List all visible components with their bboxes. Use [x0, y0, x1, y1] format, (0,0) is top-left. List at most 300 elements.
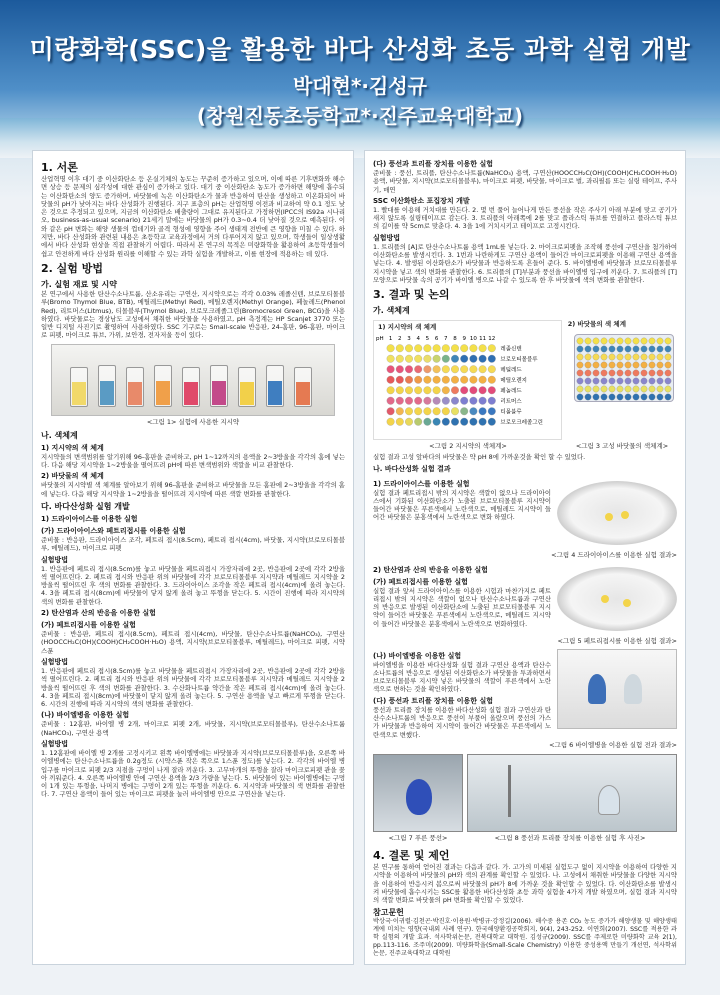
seawater-color-text: 바닷물의 지시약별 색 체계를 알아보기 위해 96-홈판을 준비하고 바닷물을 모든 홈판에 2~3방울을 각각의 홈에 넣는다. 다음 해당 지시약을 1~2방울을 떨어뜨려 지시약에 따른 색깔 변화를 관찰한다. [41, 481, 345, 498]
vial [624, 674, 642, 704]
color-cell [479, 418, 487, 426]
carbonate-heading: 2) 탄산염과 산의 반응을 이용한 실험 [41, 609, 156, 618]
color-cell [470, 355, 478, 363]
fig6-caption: <그림 6 바이엘병을 이용한 실험 전과 결과> [549, 740, 677, 749]
plate-well [577, 362, 583, 368]
balloon-heading: (다) 풍선과 트리플 장치를 이용한 실험 [373, 160, 494, 168]
plate-well [601, 386, 607, 392]
fig4-caption: <그림 4 드라이아이스를 이용한 실험 결과> [551, 550, 677, 559]
color-cell [414, 366, 422, 374]
color-cell [460, 355, 468, 363]
bottle [238, 367, 256, 407]
triple-device-photo [467, 754, 677, 832]
color-cell [387, 408, 395, 416]
blue-balloon-photo [373, 754, 463, 832]
drop [621, 511, 629, 519]
plate-well [593, 362, 599, 368]
vial-photo [557, 649, 677, 729]
plate-well [665, 370, 671, 376]
plate-well [641, 362, 647, 368]
color-cell [470, 397, 478, 405]
color-cell [442, 387, 450, 395]
results-text: 실험 결과 고성 앞바다의 바닷물은 약 pH 8에 가까운것을 확인 할 수 있었다. [373, 453, 586, 462]
plate-well [665, 338, 671, 344]
plate-well [585, 386, 591, 392]
poster-title: 미량화학(SSC)을 활용한 바다 산성화 초등 과학 실험 개발 [29, 35, 691, 64]
bottle [70, 367, 88, 407]
plate-well [609, 378, 615, 384]
color-cell [451, 355, 459, 363]
plate-well [601, 354, 607, 360]
column-header: 10 [469, 336, 477, 343]
column-header: 5 [425, 336, 430, 343]
acidification-heading: 다. 바다산성화 실험 개발 [41, 501, 130, 511]
plate-well [657, 354, 663, 360]
plate-well [633, 394, 639, 400]
well-plate-svg [575, 335, 675, 403]
intro-text: 산업혁명 이후 대기 중 이산화탄소 등 온실기체의 농도는 꾸준히 증가하고 있으며, 이에 따른 기후변화와 해수면 상승 등 문제의 심각성에 대한 관심이 증가하고 있다. 대기 중 이산화탄소 농도가 증가하면 해양에 흡수되는 이산화탄소의 양도 증가하며, 바닷물에 녹은 이산화탄소가 물과 반응하여 탄산을 생성하고 이온화되어 바닷물의 pH가 낮아지는 바다 산성화가 진행된다. 지구 표층의 pH는 산업혁명 이전과 비교하여 약 0.1 정도 낮은 것으로 추정되고 있으며, 지금의 이산화탄소 배출량이 그대로 유지된다고 가정하면(IPCC의 IS92a 시나리오, business-as-usual scenario) 21세기 말에는 바닷물의 pH가 0.3~0.4 더 낮아질 것으로 예측된다. 이와 같은 pH 변화는 해양 생물의 껍데기와 골격 형성에 영향을 주어 생태계 전반에 큰 영향을 미칠 수 있다. 하지만, 바다 산성화와 관련된 내용은 초등학교 교육과정에서 거의 다루어지지 않고 있으며, 학생들이 일상생활에서 바다 산성화 현상을 직접 관찰하기 어렵다. 따라서 본 연구의 목적은 미량화학을 활용하여 초등학생들이 쉽고 안전하게 바다 산성화 원리를 이해할 수 있는 과학 실험을 개발하고, 이를 현장에 적용하는 데 있다. [41, 175, 345, 258]
color-cell [460, 387, 468, 395]
plate-well [657, 346, 663, 352]
color-cell [405, 345, 413, 353]
color-system-heading: 나. 색체계 [41, 430, 78, 440]
plate-well [633, 378, 639, 384]
color-cell [488, 418, 496, 426]
well-plate [574, 334, 674, 402]
color-cell [387, 376, 395, 384]
dry-ice-procedure-heading: 실험방법 [41, 555, 69, 564]
plate-well [657, 370, 663, 376]
conclusion-heading: 4. 결론 및 제언 [373, 848, 450, 862]
carbonate-procedure: 1. 반응판에 페트리 접시(8.5cm)를 놓고 바닷물을 페트리접시 가장자리에 2곳, 반응판에 2곳에 각각 2방울씩 떨어뜨린다. 2. 페트리 접시와 반응판 위의 바닷물에 각각 브로모티몰블루 지시약과 메틸레드 지시약을 2방울씩 떨어뜨린 후 색의 변화를 관찰한다. 3. 수산화나트륨 약간을 작은 페트리 접시(4cm)에 올려 놓는다. 4. 3을 페트리 접시(8cm)에 바닷물이 닿지 않게 올려 놓는다. 5. 구연산 용액을 넣고 빠르게 뚜껑을 닫는다. 6. 시간의 진행에 따라 지시약의 색의 변화를 관찰한다. [41, 666, 345, 709]
indicator-color-text: 지시약들의 변색범위를 알기위해 96-홈판을 준비하고, pH 1~12까지의 용액을 2~3방울을 각각의 홈에 넣는다. 다음 해당 지시약을 1~2방울을 떨어뜨려 pH에 따른 변색범위와 색깔을 비교 관찰한다. [41, 452, 345, 470]
plate-well [609, 354, 615, 360]
plate-well [593, 378, 599, 384]
left-column [32, 150, 354, 965]
plate-well [657, 386, 663, 392]
plate-well [617, 354, 623, 360]
dry-ice-procedure: 1. 반응판에 페트리 접시(8.5cm)를 놓고 바닷물을 페트리접시 가장자리에 2곳, 반응판에 2곳에 각각 2방울씩 떨어뜨린다. 2. 페트리 접시와 반응판 위의 바닷물에 각각 브로모티몰블루 지시약과 메틸레드 지시약을 2방울씩 떨어뜨린 후 색의 변화를 관찰한다. 3. 드라이아이스 조각을 작은 페트리 접시(4cm)에 올려 놓는다. 4. 3을 페트리 접시(8cm)에 바닷물이 닿지 않게 올려 놓고 뚜껑을 닫는다. 5. 시간이 진행에 따라 지시약의 색의 변화를 관찰한다. [41, 564, 345, 606]
fig2-caption: <그림 2 지시약의 색체계> [429, 442, 507, 451]
seawater-plate [568, 320, 677, 440]
plate-well [665, 362, 671, 368]
color-cell [488, 355, 496, 363]
plate-well [577, 378, 583, 384]
seawater-chart-title: 2) 바닷물의 색 체계 [567, 320, 626, 329]
color-cell [414, 345, 422, 353]
color-cell [460, 418, 468, 426]
indicator-bottles-photo [51, 344, 335, 416]
dry-ice-dish-photo [557, 481, 677, 545]
plate-well [657, 338, 663, 344]
plate-well [633, 346, 639, 352]
color-cell [479, 355, 487, 363]
plate-well [641, 338, 647, 344]
plate-well [585, 354, 591, 360]
plate-well [617, 378, 623, 384]
plate-well [609, 338, 615, 344]
column-header: 7 [444, 336, 448, 343]
plate-well [633, 354, 639, 360]
color-cell [424, 387, 432, 395]
fig8-caption: <그림 8 풍선과 트리플 장치를 이용한 실험 후 사진> [494, 833, 646, 842]
color-cell [433, 345, 441, 353]
dry-ice-result-text: 실험 결과 페트리접시 밖의 지시약은 색깔이 없으나 드라이아이스에서 기화된 이산화탄소가 노출된 브로모티몰블루 지시약이 들어간 바닷물은 푸른색에서 노란색으로, 메틸레드 지시약이 들어간 바닷물은 분홍색에서 노란색으로 변화 하였다. [373, 488, 551, 522]
dry-ice-heading: 1) 드라이아이스를 이용한 실험 [41, 514, 138, 523]
plate-well [577, 370, 583, 376]
references-text: 박상국·이귀렬·김천곤·박진호·이용원·박병규·강정길(2006). 해수중 용존 CO₂ 농도 증가가 해양생물 및 해양생태계에 미치는 영향(국내외 사례 연구). 한국해양환경공학회지, 9(4), 243-252. 이연희(2007). SSC를 적용한 과학 실험의 개발 효과. 석사학위논문, 전북대학교 대학원. 김성규(2009). SSC를 주제로한 미량화학 교육 2(1), pp.113-116. 조주미(2009). 미량화학을(Small-Scale Chemistry) 이용한 중성용액 만들기 개선연, 석사학위논문, 진주교육대학교 대학원 [373, 918, 677, 958]
column-header: 1 [388, 336, 393, 343]
color-cell [460, 345, 468, 353]
plate-well [665, 386, 671, 392]
color-cell [396, 345, 404, 353]
plate-well [649, 338, 655, 344]
plate-well [609, 362, 615, 368]
right-column [364, 150, 686, 965]
plate-well [625, 346, 631, 352]
references-heading: 참고문헌 [373, 908, 404, 918]
carbonate-petri-heading: (가) 페트리접시를 이용한 실험 [41, 621, 136, 630]
dry-ice-result-heading: 1) 드라이아이스를 이용한 실험 [373, 479, 470, 488]
plate-well [585, 362, 591, 368]
color-cell [433, 355, 441, 363]
poster-affiliation: (창원진동초등학교*·진주교육대학교) [196, 104, 524, 128]
color-cell [470, 345, 478, 353]
color-cell [479, 366, 487, 374]
color-cell [470, 376, 478, 384]
color-cell [387, 345, 395, 353]
color-cell [479, 387, 487, 395]
vial [588, 674, 606, 704]
plate-well [609, 346, 615, 352]
plate-well [577, 338, 583, 344]
color-cell [433, 397, 441, 405]
plate-well [657, 394, 663, 400]
indicator-label: 티몰블루 [500, 409, 522, 416]
acid-results-heading: 나. 바다산성화 실험 결과 [373, 464, 451, 473]
plate-well [593, 394, 599, 400]
vial-result-text: 바이엘병을 이용한 바다산성화 실험 결과 구연산 용액과 탄산수소나트륨의 반응으로 생성된 이산화탄소가 바닷물을 투과하면서 브로모티몰블루 지시약 넣은 바닷물의 색깔이 푸른색에서 노란색으로 변하는 것을 확인하였다. [373, 660, 551, 694]
indicator-label: 리트머스 [500, 399, 522, 406]
color-cell [451, 418, 459, 426]
color-cell [451, 408, 459, 416]
column-header: pH [376, 336, 384, 343]
color-cell [414, 397, 422, 405]
plate-well [649, 394, 655, 400]
color-cell [405, 355, 413, 363]
petri-result-heading: (가) 페트리접시를 이용한 실험 [373, 577, 468, 586]
color-cell [442, 397, 450, 405]
column-header: 3 [407, 336, 411, 343]
color-cell [405, 387, 413, 395]
color-cell [424, 418, 432, 426]
column-header: 12 [488, 336, 496, 343]
vial-materials: 준비물 : 12홈판, 바이엘 병 2개, 마이크로 피펫 2개, 바닷물, 지시약(브로모티몰블루), 탄산수소나트륨(NaHCO₃), 구연산 용액 [41, 720, 345, 737]
petri-result-text: 실험 결과 앞서 드라이아이스를 이용한 시험과 마찬가지로 페트리접시 밖의 지시약은 색깔이 없으나 탄산수소나트륨과 구연산의 반응으로 발생된 이산화탄소에 노출된 브로모티몰블루 지시약이 들어간 바닷물은 푸른색에서 노란색으로, 메틸레드 지시약이 들어간 바닷물은 분홍색에서 노란색으로 변화하였다. [373, 586, 551, 628]
color-cell [405, 397, 413, 405]
plate-well [585, 370, 591, 376]
drop [623, 599, 631, 607]
color-cell [405, 418, 413, 426]
balloon-result-text: 풍선과 트리플 장치를 이용한 바다산성화 실험 결과 구연산과 탄산수소나트륨의 반응으로 풍선이 부풀어 올랐으며 풍선의 가스가 바닷물과 반응하여 지시약이 들어간 바닷물은 푸른색에서 노란색으로 변했다. [373, 705, 551, 739]
plate-well [633, 362, 639, 368]
plate-well [665, 346, 671, 352]
plate-well [625, 370, 631, 376]
plate-well [657, 378, 663, 384]
column-header: 6 [434, 336, 439, 343]
plate-well [633, 370, 639, 376]
color-cell [451, 345, 459, 353]
plate-well [585, 378, 591, 384]
color-cell [488, 376, 496, 384]
plate-well [609, 394, 615, 400]
plate-well [625, 362, 631, 368]
plate-well [625, 386, 631, 392]
plate-well [641, 378, 647, 384]
plate-well [601, 394, 607, 400]
color-cell [405, 376, 413, 384]
bottle [154, 365, 172, 407]
color-cell [387, 397, 395, 405]
color-cell [460, 366, 468, 374]
vial-result-heading: (나) 바이엘병을 이용한 실험 [373, 651, 462, 660]
plate-well [577, 346, 583, 352]
poster-authors: 박대현*·김성규 [293, 74, 427, 98]
color-cell [488, 397, 496, 405]
plate-well [601, 378, 607, 384]
ssc-device-heading: SSC 이산화탄소 포집장치 개발 [373, 196, 470, 205]
color-cell [396, 387, 404, 395]
plate-well [577, 386, 583, 392]
plate-well [625, 378, 631, 384]
color-cell [488, 366, 496, 374]
balloon-result-heading: (다) 풍선과 트리플 장치를 이용한 실험 [373, 696, 494, 705]
color-cell [479, 345, 487, 353]
plate-well [649, 354, 655, 360]
color-cell [488, 408, 496, 416]
bottle [98, 365, 116, 407]
color-cell [414, 418, 422, 426]
balloon [406, 779, 432, 815]
color-cell [396, 397, 404, 405]
plate-well [665, 354, 671, 360]
color-cell [424, 366, 432, 374]
petri-dish-photo [557, 567, 677, 631]
indicator-color-heading: 1) 지시약의 색 체계 [41, 443, 104, 452]
color-cell [470, 418, 478, 426]
fig5-caption: <그림 5 페트리접시를 이용한 실험 결과> [557, 636, 677, 645]
color-cell [442, 355, 450, 363]
indicator-color-chart [373, 320, 562, 440]
plate-well [585, 346, 591, 352]
color-cell [460, 376, 468, 384]
carbonate-materials: 준비물 : 반응판, 페트리 접시(8.5cm), 페트리 접시(4cm), 바닷물, 탄산수소나트륨(NaHCO₃), 구연산(HOOCCH₂C(OH)(COOH)CH₂COOH·H₂O) 용액, 지시약(브로모티몰블루, 메틸레드), 마이크로 피펫, 시약스푼 [41, 630, 345, 655]
color-cell [442, 376, 450, 384]
vial-procedure-heading: 실험방법 [41, 739, 69, 748]
bottle [294, 367, 312, 407]
color-cell [442, 418, 450, 426]
color-cell [396, 408, 404, 416]
drop [601, 595, 609, 603]
plate-well [601, 338, 607, 344]
color-cell [470, 366, 478, 374]
plate-well [593, 386, 599, 392]
color-cell [488, 387, 496, 395]
plate-well [641, 370, 647, 376]
flask [598, 785, 620, 815]
color-cell [387, 418, 395, 426]
color-cell [396, 418, 404, 426]
ssc-procedure: 1. 트리플의 [A]로 탄산수소나트륨 용액 1mL를 넣는다. 2. 마이크로피펫을 조작해 풍선에 구연산을 첨가하여 이산화탄소를 발생시킨다. 3. 1번과 나란하게도 구연산 용액이 들어간 마이크로피펫을 이용해 구연산 용액을 넣는다. 4. 발생된 이산화탄소가 바닷물과 반응하도록 흔들어 준다. 5. 바이엘병에 바닷물과 브로모티몰블루 지시약을 넣고 색의 변화를 관찰한다. 6. 트리플의 [T]부분과 풍선을 바이엘병 입구에 끼운다. 7. 트리플의 [T] 모양으로 바닷물 속의 공기가 바이엘 병으로 나갈 수 있도록 한 후 바닷물에 색의 변화를 관찰한다. [373, 242, 677, 284]
conclusion-text: 본 연구를 통하여 얻어진 결과는 다음과 같다. 가. 고가의 미세된 실험도구 없이 지시약을 이용하여 다양한 지시약을 이용하여 바닷물의 pH와 색의 관계를 확인할 수 있었다. 나. 고성에서 채취한 바닷물을 다양한 지시약을 이용하여 반응시켜 봄으로써 바닷물의 pH가 8에 가까운 것을 확인할 수 있었다. 다. 이산화탄소를 발생시켜 바닷물에 흡수시키는 SSC를 활용한 바다산성화 초등 과학 실험을 4가지 개발 하였으며, 실험 결과 지시약의 색깔 변화로 바닷물의 pH 변화를 확인할 수 있었다. [373, 862, 677, 905]
drop [605, 513, 613, 521]
plate-well [665, 394, 671, 400]
color-cell [442, 366, 450, 374]
color-cell [387, 387, 395, 395]
plate-well [609, 370, 615, 376]
balloon-materials: 준비물 : 풍선, 트리플, 탄산수소나트륨(NaHCO₃) 용액, 구연산(HOOCCH₂C(OH)(COOH)CH₂COOH·H₂O) 용액, 바닷물, 지시약(브로모티몰블루), 마이크로 피펫, 바닷물, 마이크로 벌, 과리필름 또는 실링 테이프, 주사기, 매연 [373, 169, 677, 194]
color-cell [451, 376, 459, 384]
color-cell [442, 408, 450, 416]
color-cell [424, 376, 432, 384]
color-cell [433, 418, 441, 426]
plate-well [649, 370, 655, 376]
bottle [126, 367, 144, 407]
column-header: 11 [479, 336, 487, 343]
color-cell [387, 366, 395, 374]
plate-well [585, 394, 591, 400]
plate-well [625, 394, 631, 400]
column-header: 9 [462, 336, 466, 343]
plate-well [625, 338, 631, 344]
color-cell [470, 387, 478, 395]
plate-well [577, 394, 583, 400]
fig1-caption: <그림 1> 실험에 사용한 지시약 [146, 417, 240, 426]
plate-well [633, 386, 639, 392]
plate-well [601, 346, 607, 352]
plate-well [593, 338, 599, 344]
color-cell [470, 408, 478, 416]
indicator-label: 레졸신텐 [500, 346, 522, 353]
color-cell [396, 355, 404, 363]
plate-well [593, 354, 599, 360]
color-cell [488, 345, 496, 353]
bottle [266, 365, 284, 407]
color-cell [414, 355, 422, 363]
method-subheading: 가. 실험 재료 및 시약 [41, 279, 118, 289]
color-cell [424, 397, 432, 405]
results-subheading: 가. 색체계 [373, 306, 410, 316]
plate-well [641, 354, 647, 360]
indicator-label: 페놀레드 [500, 388, 522, 395]
method-text: 본 연구에서 사용한 탄산수소나트륨, 산소유리는 구연산, 지시약으로는 각각 0.03% 레졸신텐, 브로모티몰블루(Bromo Thymol Blue, BTB), 메틸레드(Methyl Red), 메틸오렌지(Methyl Orange), 페놀레드(Phenol Red), 리트머스(Litmus), 티몰블루(Thymol Blue), 브로모크레졸그린(Bromocresol Green, BCG)을 사용하였다. 바닷물로는 경상남도 고성에서 채취한 바닷물을 사용하였고, pH 측정계는 HP Scanjet 3770 또는 일반 디지털 사진기로 촬영하여 사용하였다. SSC 기구로는 Small-scale 반응판, 24-홈판, 96-홈판, 마이크로 피펫, 마이크로 튜브, 가위, 보안경, 전자저울 등이 있다. [41, 289, 345, 340]
stand [508, 765, 511, 817]
plate-well [617, 362, 623, 368]
bottle [182, 367, 200, 407]
color-cell [433, 366, 441, 374]
indicator-chart-title: 1) 지시약의 색 체계 [378, 323, 437, 332]
plate-well [649, 346, 655, 352]
plate-well [593, 370, 599, 376]
ssc-device-text: 1. 빨대를 이용해 거치대를 만든다. 2. 몇 번 풀어 늘어나게 만든 풍선을 작은 주사기 아래 부분에 맞고 공기가 새지 않도록 실링테이프로 감는다. 3. 트리플의 아래쪽에 2를 맞고 플라스틱 튜브를 연결하고 플라스틱 튜브의 길이를 약 5cm로 맞춘다. 4. 3을 1에 거치시키고 테이프로 고정시킨다. [373, 205, 677, 231]
plate-well [641, 394, 647, 400]
plate-well [641, 346, 647, 352]
carbonate-result-heading: 2) 탄산염과 산의 반응을 이용한 실험 [373, 565, 488, 574]
color-cell [414, 408, 422, 416]
fig3-caption: <그림 3 고성 바닷물의 색체계> [575, 442, 669, 451]
plate-well [577, 354, 583, 360]
column-header: 8 [453, 336, 457, 343]
color-cell [460, 397, 468, 405]
plate-well [617, 338, 623, 344]
bottle [210, 365, 228, 407]
plate-well [601, 362, 607, 368]
plate-well [617, 394, 623, 400]
vial-procedure: 1. 12홈판에 바이엘 병 2개를 고정시키고 왼쪽 바이엘병에는 바닷물과 지시약(브로모티몰블루)을, 오른쪽 바이엘병에는 탄산수소나트륨을 0.2g정도 (시약스푼 작은 쪽으로 1스푼 정도)를 넣는다. 2. 각각의 바이엘 병 입구를 마이크로 피펫 2/3 지점을 구멍이 나게 잘라 끼운다. 3. 고무마개의 뚜껑을 잘라 마이크로피펫 관을 꽂아 끼워준다. 4. 오른쪽 바이엘병 안에 구연산 용액을 2/3 가량을 넣는다. 5. 바닷물이 있는 바이엘병에는 구멍이 1개 있는 뚜껑을, 나머지 병에는 구멍이 2개 있는 뚜껑을 끼운다. 6. 지시약과 바닷물의 색 변화를 관찰한다. 7. 구연산 용액이 들어 있는 마이크로 피펫을 눌러 바이엘병 안으로 구연산을 넣는다. [41, 748, 345, 799]
ssc-procedure-heading: 실험방법 [373, 233, 401, 242]
plate-well [649, 386, 655, 392]
color-cell [479, 397, 487, 405]
color-cell [424, 408, 432, 416]
indicator-label: 메틸레드 [500, 367, 522, 374]
color-cell [433, 376, 441, 384]
color-cell [451, 397, 459, 405]
color-cell [424, 345, 432, 353]
dry-ice-materials: 준비물 : 반응판, 드라이아이스 조각, 페트리 접시(8.5cm), 페트리 접시(4cm), 바닷물, 지시약(브로모티몰블루, 메틸레드), 마이크로 피펫 [41, 535, 345, 553]
color-cell [451, 366, 459, 374]
plate-well [633, 338, 639, 344]
poster-header [0, 0, 720, 150]
color-cell [396, 366, 404, 374]
color-cell [396, 376, 404, 384]
plate-well [649, 362, 655, 368]
plate-well [641, 386, 647, 392]
indicator-label: 브로모티몰블루 [500, 357, 538, 364]
fig7-caption: <그림 7 푸른 풍선> [388, 833, 448, 842]
indicator-color-svg [374, 333, 562, 437]
color-cell [414, 376, 422, 384]
seawater-color-heading: 2) 바닷물의 색 체계 [41, 472, 104, 481]
plate-well [585, 338, 591, 344]
plate-well [609, 386, 615, 392]
color-cell [433, 387, 441, 395]
plate-well [617, 370, 623, 376]
plate-well [657, 362, 663, 368]
column-header: 4 [416, 336, 420, 343]
plate-well [617, 386, 623, 392]
carbonate-procedure-heading: 실험방법 [41, 657, 69, 666]
color-cell [387, 355, 395, 363]
color-cell [479, 376, 487, 384]
color-cell [405, 408, 413, 416]
intro-heading: 1. 서론 [41, 161, 78, 174]
plate-well [601, 370, 607, 376]
color-cell [433, 408, 441, 416]
results-heading: 3. 결과 및 논의 [373, 288, 450, 302]
plate-well [593, 346, 599, 352]
color-cell [424, 355, 432, 363]
indicator-label: 브로모크레졸그린 [500, 420, 543, 427]
color-cell [479, 408, 487, 416]
plate-well [617, 346, 623, 352]
vial-heading: (나) 바이엘병을 이용한 실험 [41, 711, 130, 720]
plate-well [649, 378, 655, 384]
color-cell [451, 387, 459, 395]
column-header: 2 [398, 336, 402, 343]
plate-well [625, 354, 631, 360]
indicator-label: 메틸오렌지 [500, 378, 527, 385]
method-heading: 2. 실험 방법 [41, 261, 103, 275]
